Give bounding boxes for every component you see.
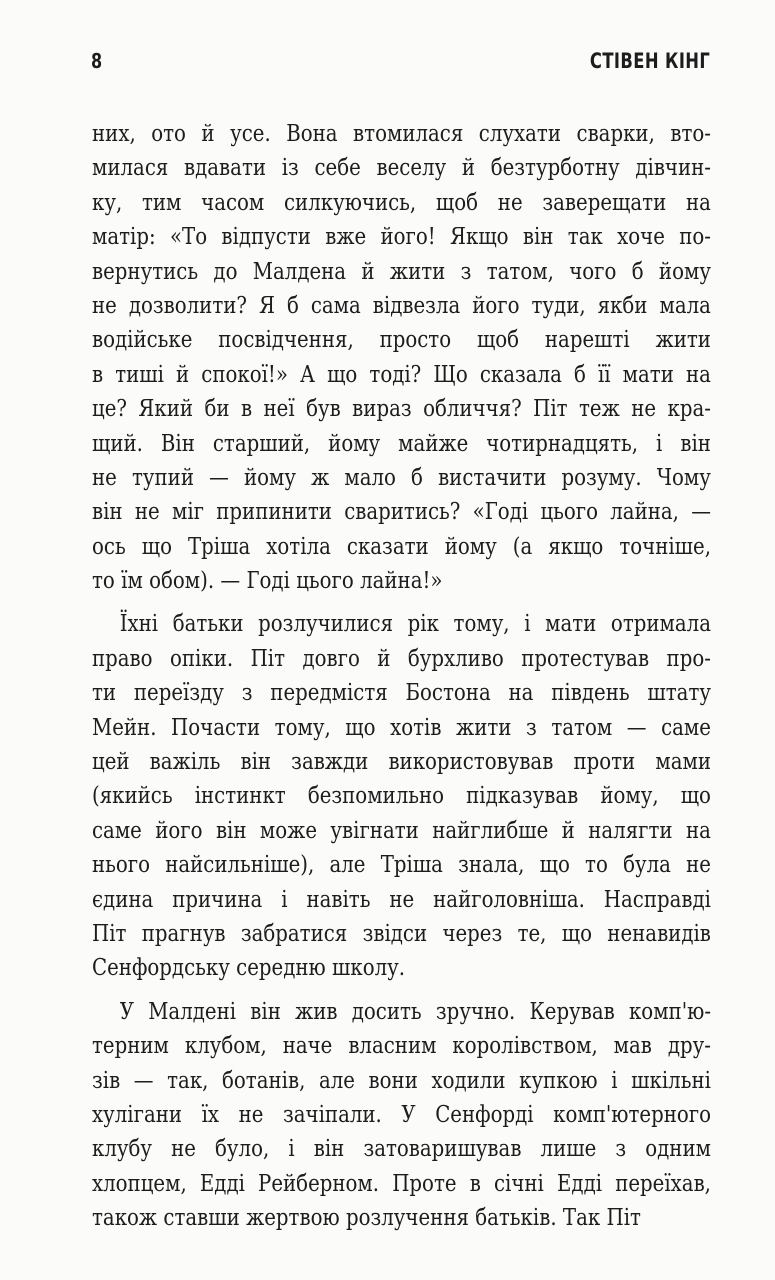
text-line: ти переїзду з передмістя Бостона на південь штату: [92, 678, 711, 707]
text-line: Їхні батьки розлучилися рік тому, і мати отримала: [119, 609, 711, 638]
page-number: 8: [91, 49, 103, 73]
paragraph-gap: [92, 597, 711, 606]
text-line: ку, тим часом силкуючись, щоб не заверещати на: [92, 187, 711, 216]
text-line: ось що Тріша хотіла сказати йому (а якщо точніше,: [92, 531, 711, 560]
text-line: право опіки. Піт довго й бурхливо протестував про-: [92, 643, 711, 672]
text-line: то їм обом). — Годі цього лайна!»: [92, 566, 443, 595]
body-text: [92, 116, 711, 1235]
text-line: водійське посвідчення, просто щоб нарешті жити: [92, 325, 711, 354]
text-line: матір: «То відпусти вже його! Якщо він так хоче по-: [92, 222, 711, 251]
text-line: нього найсильніше), але Тріша знала, що то була не: [92, 850, 711, 879]
text-line: вернутись до Малдена й жити з татом, чого б йому: [92, 256, 711, 285]
text-line: зів — так, ботанів, але вони ходили купкою і шкільні: [92, 1065, 711, 1094]
text-line: хулігани їх не зачіпали. У Сенфорді комп'ютерного: [92, 1099, 711, 1128]
text-line: Мейн. Почасти тому, що хотів жити з татом — саме: [92, 712, 711, 741]
text-line: він не міг припинити сваритись? «Годі цього лайна, —: [92, 497, 711, 526]
page-header: [0, 49, 775, 79]
text-line: щий. Він старший, йому майже чотирнадцять, і він: [92, 428, 711, 457]
text-line: це? Який би в неї був вираз обличчя? Піт теж не кра-: [92, 394, 711, 423]
text-line: не дозволити? Я б сама відвезла його туди, якби мала: [92, 290, 711, 319]
paragraph-gap: [92, 985, 711, 994]
text-line: клубу не було, і він затоваришував лише з одним: [92, 1134, 711, 1163]
text-line: Сенфордську середню школу.: [92, 953, 406, 982]
text-line: терним клубом, наче власним королівством, мав дру-: [92, 1031, 711, 1060]
text-line: хлопцем, Едді Рейберном. Проте в січні Едді переїхав,: [92, 1168, 711, 1197]
text-line: єдина причина і навіть не найголовніша. Насправді: [92, 884, 711, 913]
text-line: не тупий — йому ж мало б вистачити розуму. Чому: [92, 462, 711, 491]
text-line: У Малдені він жив досить зручно. Керував комп'ю-: [119, 996, 711, 1025]
text-line: саме його він може увігнати найглибше й налягти на: [92, 815, 711, 844]
text-line: милася вдавати із себе веселу й безтурботну дівчин-: [92, 153, 711, 182]
running-head: СТІВЕН КІНГ: [589, 49, 710, 73]
text-line: них, ото й усе. Вона втомилася слухати сварки, вто-: [92, 119, 711, 147]
text-line: цей важіль він завжди використовував проти мами: [92, 747, 711, 776]
text-line: також ставши жертвою розлучення батьків. Так Піт: [92, 1203, 641, 1232]
text-line: в тиші й спокої!» А що тоді? Що сказала б її мати на: [92, 359, 711, 388]
text-line: Піт прагнув забратися звідси через те, що ненавидів: [92, 918, 711, 947]
text-line: (якийсь інстинкт безпомильно підказував йому, що: [92, 781, 711, 810]
